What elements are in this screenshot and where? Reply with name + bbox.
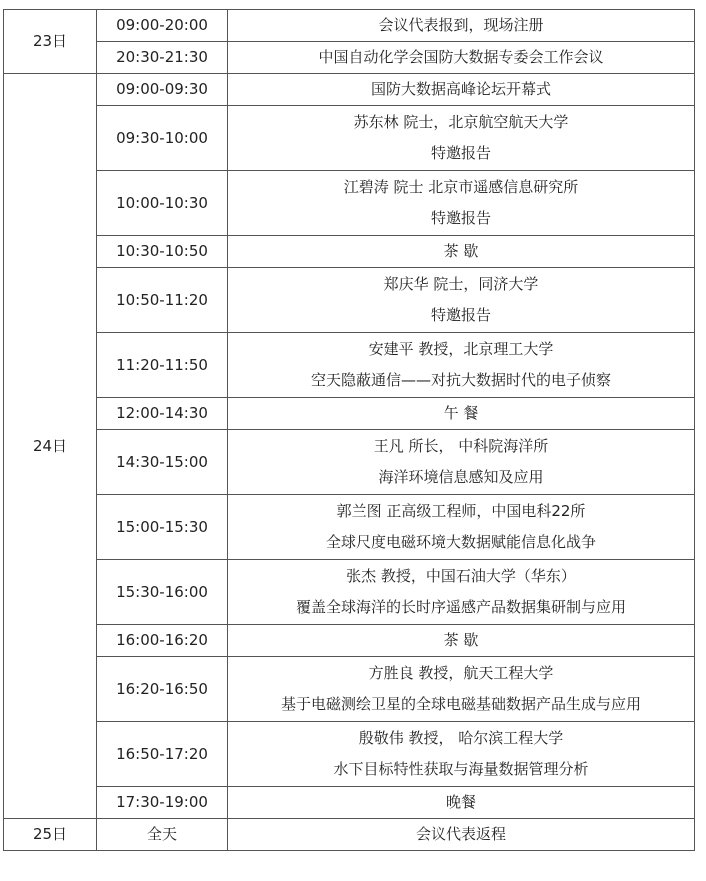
schedule-row	[4, 560, 695, 625]
time-cell: 20:30-21:30	[97, 42, 228, 74]
time-cell: 14:30-15:00	[97, 430, 228, 495]
schedule-table	[3, 9, 695, 851]
event-subtitle: 全球尺度电磁环境大数据赋能信息化战争	[325, 533, 596, 551]
time-cell: 10:30-10:50	[97, 236, 228, 268]
event-cell	[228, 398, 695, 430]
event-title: 茶 歇	[443, 242, 479, 260]
schedule-row	[4, 722, 695, 787]
time-cell: 16:50-17:20	[97, 722, 228, 787]
schedule-row	[4, 819, 695, 851]
event-subtitle: 覆盖全球海洋的长时序遥感产品数据集研制与应用	[295, 598, 626, 616]
event-title: 中国自动化学会国防大数据专委会工作会议	[318, 48, 604, 66]
day-cell: 24日	[4, 74, 97, 819]
event-cell	[228, 106, 695, 171]
day-cell: 25日	[4, 819, 97, 851]
time-cell: 15:00-15:30	[97, 495, 228, 560]
schedule-row	[4, 236, 695, 268]
event-cell	[228, 495, 695, 560]
event-cell	[228, 268, 695, 333]
time-cell: 10:00-10:30	[97, 171, 228, 236]
schedule-body	[4, 10, 695, 851]
event-title: 方胜良 教授，航天工程大学	[368, 664, 554, 682]
time-cell: 12:00-14:30	[97, 398, 228, 430]
event-cell	[228, 787, 695, 819]
event-title: 会议代表返程	[415, 825, 506, 843]
schedule-row	[4, 495, 695, 560]
event-cell	[228, 625, 695, 657]
schedule-row	[4, 10, 695, 42]
schedule-row	[4, 106, 695, 171]
event-subtitle: 水下目标特性获取与海量数据管理分析	[333, 760, 589, 778]
event-title: 王凡 所长， 中科院海洋所	[373, 437, 549, 455]
event-cell	[228, 10, 695, 42]
schedule-row	[4, 42, 695, 74]
event-title: 安建平 教授，北京理工大学	[368, 340, 554, 358]
event-cell	[228, 42, 695, 74]
day-cell: 23日	[4, 10, 97, 74]
event-cell	[228, 722, 695, 787]
time-cell: 全天	[97, 819, 228, 851]
event-cell	[228, 819, 695, 851]
event-cell	[228, 333, 695, 398]
event-cell	[228, 171, 695, 236]
event-cell	[228, 560, 695, 625]
event-subtitle: 特邀报告	[430, 306, 491, 324]
event-cell	[228, 236, 695, 268]
schedule-row	[4, 74, 695, 106]
schedule-row	[4, 657, 695, 722]
time-cell: 16:20-16:50	[97, 657, 228, 722]
time-cell: 10:50-11:20	[97, 268, 228, 333]
time-cell: 11:20-11:50	[97, 333, 228, 398]
event-title: 晚餐	[445, 793, 476, 811]
schedule-row	[4, 787, 695, 819]
schedule-row	[4, 333, 695, 398]
event-title: 殷敬伟 教授， 哈尔滨工程大学	[358, 729, 564, 747]
event-title: 郑庆华 院士，同济大学	[383, 275, 539, 293]
event-title: 会议代表报到，现场注册	[378, 16, 544, 34]
time-cell: 09:00-20:00	[97, 10, 228, 42]
time-cell: 16:00-16:20	[97, 625, 228, 657]
event-title: 江碧涛 院士 北京市遥感信息研究所	[343, 178, 579, 196]
event-title: 苏东林 院士，北京航空航天大学	[353, 113, 569, 131]
schedule-row	[4, 268, 695, 333]
event-subtitle: 空天隐蔽通信——对抗大数据时代的电子侦察	[310, 371, 611, 389]
schedule-row	[4, 430, 695, 495]
time-cell: 15:30-16:00	[97, 560, 228, 625]
time-cell: 09:30-10:00	[97, 106, 228, 171]
event-title: 国防大数据高峰论坛开幕式	[370, 80, 551, 98]
schedule-row	[4, 171, 695, 236]
event-title: 张杰 教授，中国石油大学（华东）	[346, 567, 576, 585]
event-subtitle: 特邀报告	[430, 144, 491, 162]
event-title: 午 餐	[443, 404, 479, 422]
event-cell	[228, 657, 695, 722]
event-subtitle: 海洋环境信息感知及应用	[378, 468, 544, 486]
event-title: 郭兰图 正高级工程师，中国电科22所	[336, 502, 586, 520]
event-title: 茶 歇	[443, 631, 479, 649]
event-subtitle: 基于电磁测绘卫星的全球电磁基础数据产品生成与应用	[280, 695, 641, 713]
schedule-row	[4, 398, 695, 430]
schedule-row	[4, 625, 695, 657]
time-cell: 17:30-19:00	[97, 787, 228, 819]
event-cell	[228, 430, 695, 495]
time-cell: 09:00-09:30	[97, 74, 228, 106]
event-cell	[228, 74, 695, 106]
event-subtitle: 特邀报告	[430, 209, 491, 227]
